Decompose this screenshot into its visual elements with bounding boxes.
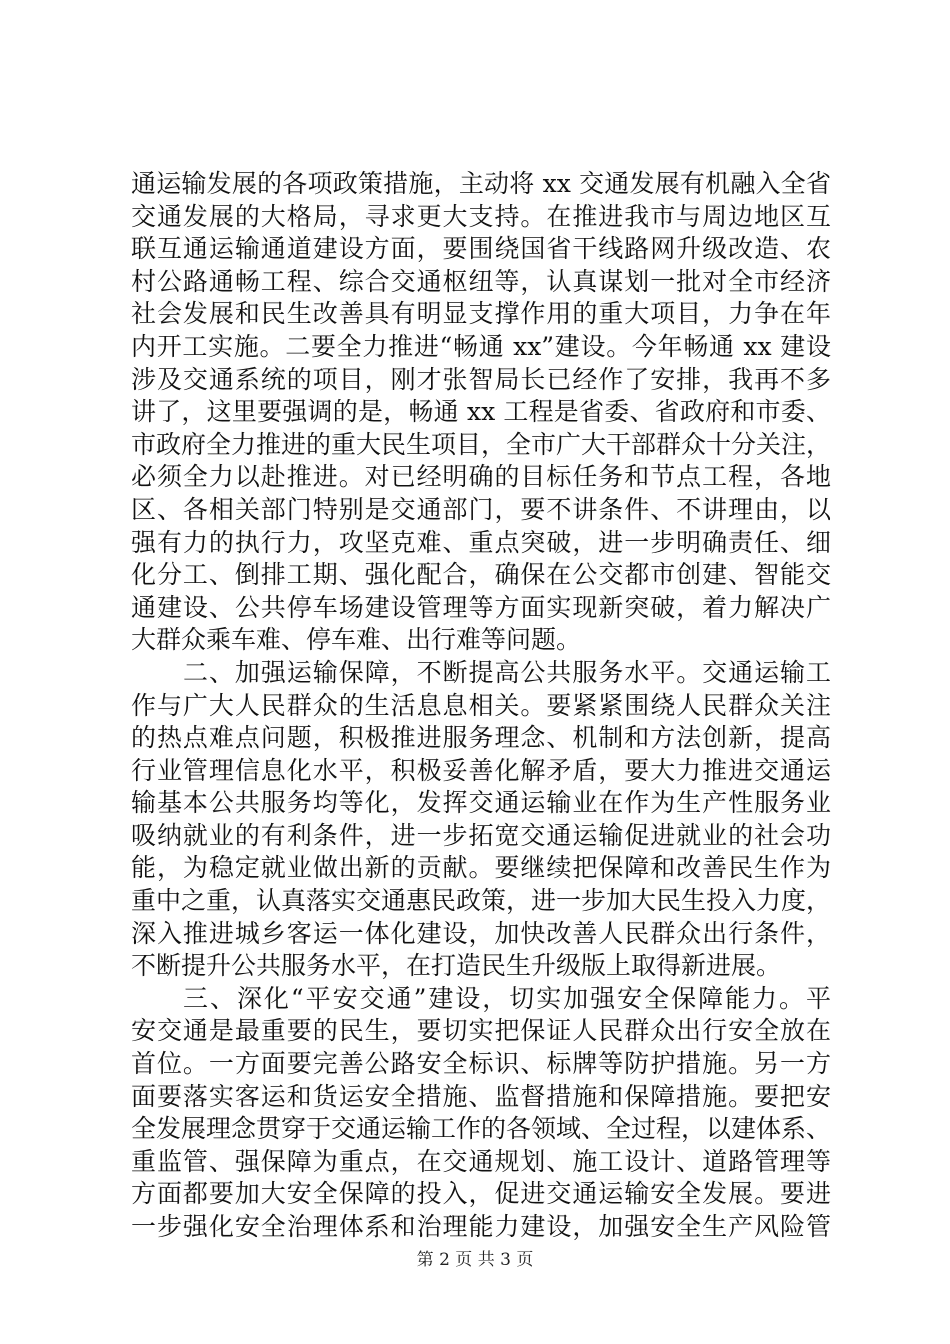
text-line: 市政府全力推进的重大民生项目，全市广大干部群众十分关注， [131, 429, 832, 459]
text-line: 行业管理信息化水平，积极妥善化解矛盾，要大力推进交通运 [131, 755, 831, 785]
text-line: 交通发展的大格局，寻求更大支持。在推进我市与周边地区互 [131, 201, 831, 231]
text-line: 吸纳就业的有利条件，进一步拓宽交通运输促进就业的社会功 [131, 820, 831, 850]
page-number-footer: 第 2 页 共 3 页 [416, 1250, 534, 1270]
text-line: 不断提升公共服务水平，在打造民生升级版上取得新进展。 [131, 951, 782, 981]
text-line: 全发展理念贯穿于交通运输工作的各领域、全过程，以建体系、 [131, 1114, 832, 1144]
text-line: 输基本公共服务均等化，发挥交通运输业在作为生产性服务业 [131, 788, 831, 818]
section-heading-line: 二、加强运输保障，不断提高公共服务水平。交通运输工 [183, 657, 831, 687]
text-line: 重监管、强保障为重点，在交通规划、施工设计、道路管理等 [131, 1146, 831, 1176]
text-line: 面要落实客运和货运安全措施、监督措施和保障措施。要把安 [131, 1081, 831, 1111]
text-line: 区、各相关部门特别是交通部门，要不讲条件、不讲理由，以 [131, 494, 831, 524]
text-line: 涉及交通系统的项目，刚才张智局长已经作了安排，我再不多 [131, 364, 831, 394]
text-line: 内开工实施。二要全力推进“畅通 xx”建设。今年畅通 xx 建设 [131, 331, 831, 361]
text-line: 社会发展和民生改善具有明显支撑作用的重大项目，力争在年 [131, 299, 831, 329]
text-line: 方面都要加大安全保障的投入，促进交通运输安全发展。要进 [131, 1179, 831, 1209]
text-line: 首位。一方面要完善公路安全标识、标牌等防护措施。另一方 [131, 1049, 831, 1079]
text-line: 一步强化安全治理体系和治理能力建设，加强安全生产风险管 [131, 1212, 831, 1241]
text-line: 安交通是最重要的民生，要切实把保证人民群众出行安全放在 [131, 1016, 831, 1046]
text-line: 作与广大人民群众的生活息息相关。要紧紧围绕人民群众关注 [131, 690, 831, 720]
text-line: 的热点难点问题，积极推进服务理念、机制和方法创新，提高 [131, 723, 831, 753]
section-heading-line: 三、深化“平安交通”建设，切实加强安全保障能力。平 [183, 983, 831, 1013]
text-line: 化分工、倒排工期、强化配合，确保在公交都市创建、智能交 [131, 560, 831, 590]
text-line: 联互通运输通道建设方面，要围绕国省干线路网升级改造、农 [131, 234, 831, 264]
document-body [131, 168, 831, 1244]
text-line: 重中之重，认真落实交通惠民政策，进一步加大民生投入力度， [131, 886, 832, 916]
text-line: 通运输发展的各项政策措施，主动将 xx 交通发展有机融入全省 [131, 169, 831, 198]
text-line: 必须全力以赴推进。对已经明确的目标任务和节点工程，各地 [131, 462, 831, 492]
text-line: 通建设、公共停车场建设管理等方面实现新突破，着力解决广 [131, 592, 831, 622]
text-line: 能，为稳定就业做出新的贡献。要继续把保障和改善民生作为 [131, 853, 831, 883]
text-line: 村公路通畅工程、综合交通枢纽等，认真谋划一批对全市经济 [131, 266, 831, 296]
text-line: 大群众乘车难、停车难、出行难等问题。 [131, 625, 582, 655]
text-line: 强有力的执行力，攻坚克难、重点突破，进一步明确责任、细 [131, 527, 831, 557]
text-line: 深入推进城乡客运一体化建设，加快改善人民群众出行条件， [131, 918, 831, 948]
text-line: 讲了，这里要强调的是，畅通 xx 工程是省委、省政府和市委、 [131, 397, 831, 427]
